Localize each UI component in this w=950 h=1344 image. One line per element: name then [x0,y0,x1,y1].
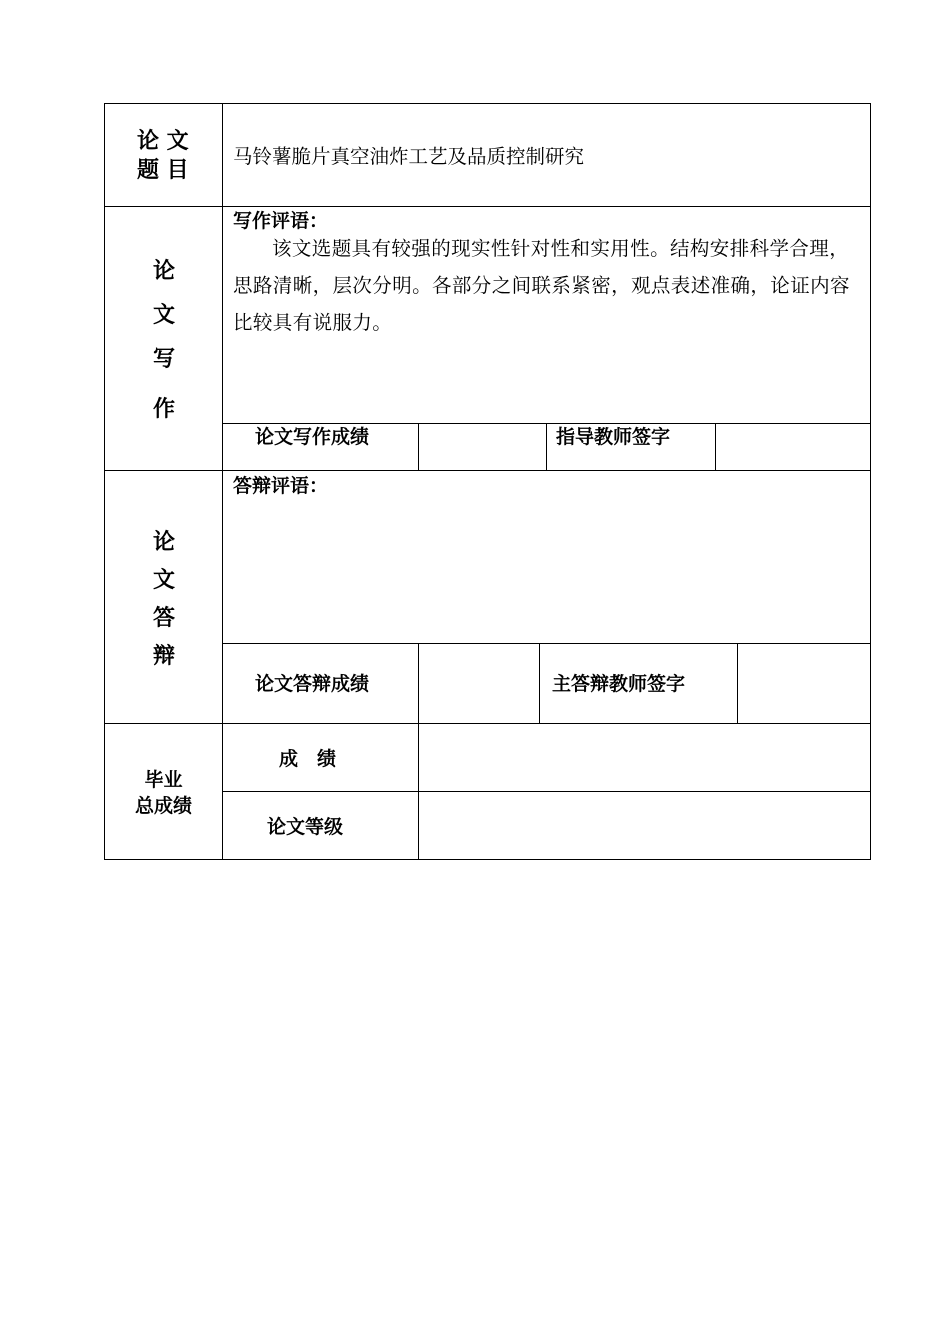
total-label-line2: 总成绩 [134,795,192,817]
divider-defense-sign-value [737,643,738,723]
defense-label-char: 论 [152,530,175,555]
writing-comment-heading: 写作评语： [233,210,329,232]
defense-signature-label: 主答辩教师签字 [552,673,686,695]
divider-label-column [222,104,223,859]
defense-label-char: 辩 [152,644,175,669]
total-label-line1: 毕业 [144,769,183,791]
divider-writing-sign-label [546,423,547,470]
defense-comment-heading: 答辩评语： [233,475,329,497]
writing-comment-text: 该文选题具有较强的现实性针对性和实用性。结构安排科学合理，思路清晰，层次分明。各部分之间联系紧密，观点表述准确，论证内容比较具有说服力。 [233,237,850,334]
divider-total-middle [223,791,870,792]
writing-label-char: 文 [152,303,175,328]
divider-defense-grade [418,643,419,723]
divider-title-bottom [105,206,870,207]
score-label: 成 绩 [279,748,337,770]
divider-writing-sign-value [715,423,716,470]
writing-grade-label: 论文写作成绩 [255,426,370,448]
divider-writing-bottom [105,470,870,471]
thesis-level-label: 论文等级 [267,816,344,838]
thesis-title: 马铃薯脆片真空油炸工艺及品质控制研究 [233,145,585,168]
writing-section-label [144,254,184,436]
writing-label-char: 写 [152,347,175,372]
divider-total-value [418,723,419,859]
divider-writing-grade [418,423,419,470]
divider-defense-comment-bottom [223,643,870,644]
writing-label-char: 论 [152,259,175,284]
writing-label-char: 作 [152,397,175,422]
evaluation-form [104,103,871,860]
defense-grade-label: 论文答辩成绩 [255,673,370,695]
title-label-line2: 题 目 [137,158,189,183]
divider-defense-sign-label [539,643,540,723]
title-label-line1: 论 文 [137,129,189,154]
defense-label-char: 文 [152,568,175,593]
defense-section-label [144,525,184,677]
writing-signature-label: 指导教师签字 [556,426,671,448]
divider-defense-bottom [105,723,870,724]
defense-label-char: 答 [152,606,175,631]
